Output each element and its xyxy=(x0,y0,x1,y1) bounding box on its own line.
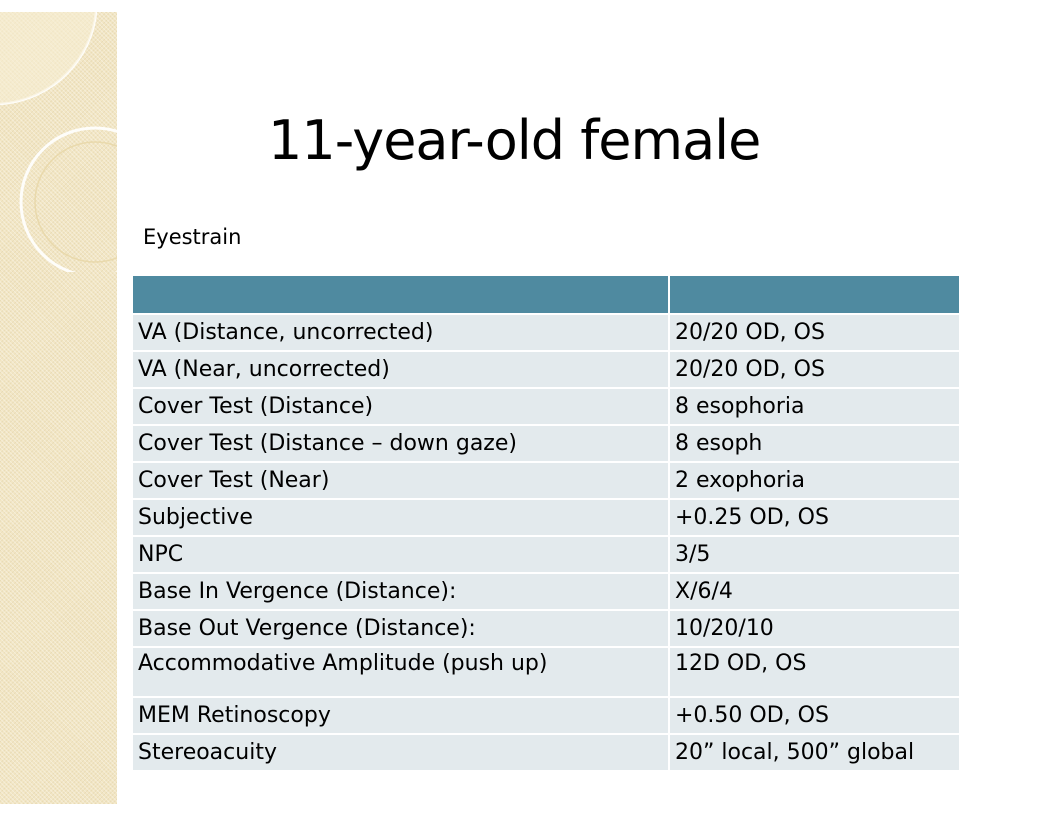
test-name-cell: Cover Test (Distance) xyxy=(132,388,669,425)
test-name-cell: Subjective xyxy=(132,499,669,536)
test-result-cell: 3/5 xyxy=(669,536,960,573)
table-header-cell xyxy=(132,275,669,314)
test-result-cell: 10/20/10 xyxy=(669,610,960,647)
test-result-cell: +0.25 OD, OS xyxy=(669,499,960,536)
test-result-cell: 20” local, 500” global xyxy=(669,734,960,771)
test-result-cell: 8 esophoria xyxy=(669,388,960,425)
table-row xyxy=(132,734,960,771)
table-row xyxy=(132,536,960,573)
test-name-cell: Accommodative Amplitude (push up) xyxy=(132,647,669,697)
test-name-cell: Cover Test (Near) xyxy=(132,462,669,499)
table-row xyxy=(132,314,960,351)
test-name-cell: NPC xyxy=(132,536,669,573)
test-result-cell: 2 exophoria xyxy=(669,462,960,499)
table-row xyxy=(132,647,960,697)
table-row xyxy=(132,388,960,425)
slide-subtitle: Eyestrain xyxy=(143,225,242,249)
test-result-cell: 12D OD, OS xyxy=(669,647,960,697)
test-result-cell: +0.50 OD, OS xyxy=(669,697,960,734)
table-row xyxy=(132,697,960,734)
table-row xyxy=(132,610,960,647)
test-result-cell: X/6/4 xyxy=(669,573,960,610)
exam-results-table xyxy=(131,274,961,772)
test-name-cell: VA (Distance, uncorrected) xyxy=(132,314,669,351)
slide-title: 11-year-old female xyxy=(268,109,761,172)
test-name-cell: Cover Test (Distance – down gaze) xyxy=(132,425,669,462)
test-name-cell: Stereoacuity xyxy=(132,734,669,771)
table-row xyxy=(132,499,960,536)
decorative-circles xyxy=(0,12,117,272)
test-name-cell: Base In Vergence (Distance): xyxy=(132,573,669,610)
table-row xyxy=(132,462,960,499)
test-name-cell: Base Out Vergence (Distance): xyxy=(132,610,669,647)
test-result-cell: 20/20 OD, OS xyxy=(669,314,960,351)
test-name-cell: MEM Retinoscopy xyxy=(132,697,669,734)
test-result-cell: 20/20 OD, OS xyxy=(669,351,960,388)
table-header-cell xyxy=(669,275,960,314)
table-header-row xyxy=(132,275,960,314)
table-row xyxy=(132,351,960,388)
table-row xyxy=(132,573,960,610)
test-result-cell: 8 esoph xyxy=(669,425,960,462)
test-name-cell: VA (Near, uncorrected) xyxy=(132,351,669,388)
table-row xyxy=(132,425,960,462)
